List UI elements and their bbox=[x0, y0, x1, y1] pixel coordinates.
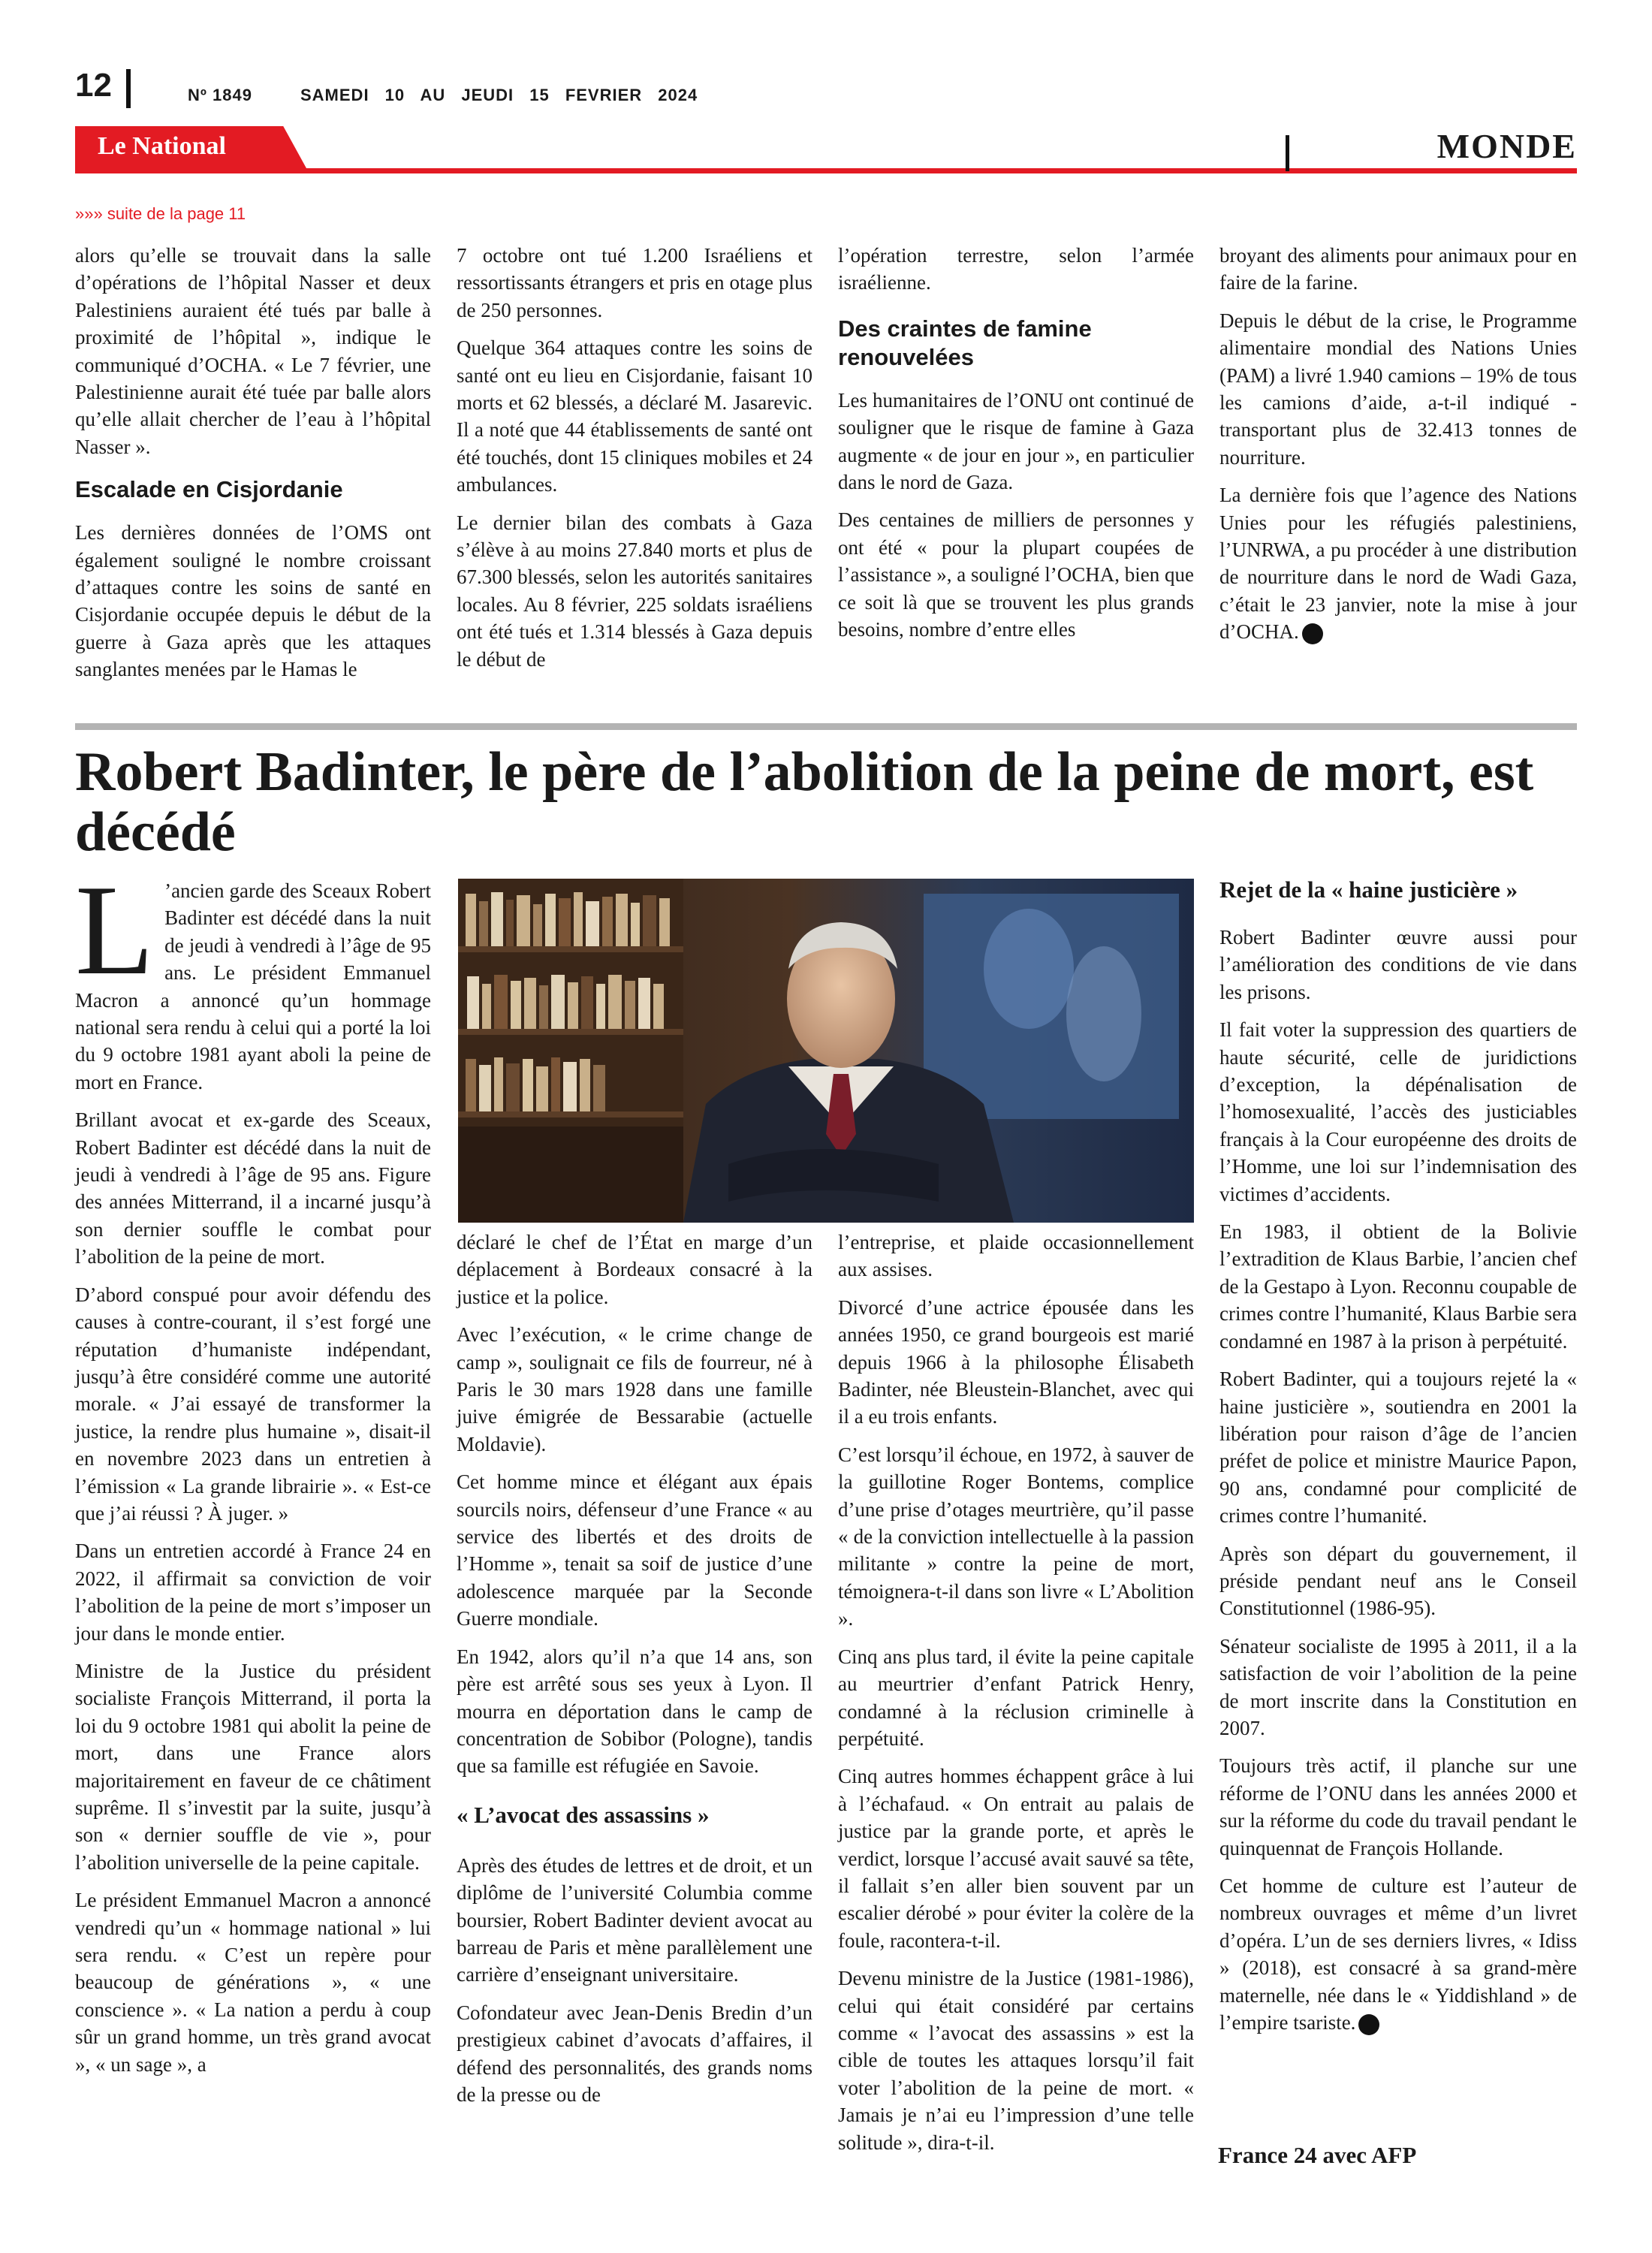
paragraph: Cinq ans plus tard, il évite la peine capitale au meurtrier d’enfant Patrick Henry, condamné à la réclusion criminelle à perpétuité. bbox=[838, 1645, 1194, 1750]
continued-from[interactable]: »»» suite de la page 11 bbox=[75, 204, 246, 223]
paragraph: Depuis le début de la crise, le Programme alimentaire mondial des Nations Unies (PAM) a livré 1.940 camions – 19% de tous les camions d’aide, a-t-il indiqué - transportant plus de 32.413 tonnes de nourriture. bbox=[1219, 309, 1577, 469]
page-number: 12 bbox=[75, 67, 112, 104]
paragraph bbox=[1219, 481, 1577, 645]
article-column-3 bbox=[838, 1229, 1194, 2167]
paragraph bbox=[1219, 1872, 1577, 2036]
paragraph: Après son départ du gouvernement, il préside pendant neuf ans le Conseil Constitutionnel (1986-95). bbox=[1219, 1542, 1577, 1620]
paragraph: Le président Emmanuel Macron a annoncé vendredi qu’un « hommage national » lui sera rendu. « C’est un repère pour beaucoup de générations », « une conscience ». « La nation a perdu à coup sûr un grand homme, un très grand avocat », « un sage », a bbox=[75, 1889, 431, 2076]
paragraph: D’abord conspué pour avoir défendu des causes à contre-courant, il s’est forgé une réputation d’humaniste indépendant, jusqu’à être considéré comme une autorité morale. « J’ai essayé de transformer la justice, la rendre plus humaine », disait-il en novembre 2023 dans un entretien à l’émission « La grande librairie ». « Est-ce que j’ai réussi ? À juger. » bbox=[75, 1283, 431, 1525]
brand-logo: Le National bbox=[98, 132, 226, 160]
paragraph: Devenu ministre de la Justice (1981-1986), celui qui était considéré par certains comme « l’avocat des assassins » est la cible de toutes les attaques lorsqu’il fait voter l’abolition de la peine de mort. « Jamais je n’ai eu l’impression d’une telle solitude », dira-t-il. bbox=[838, 1967, 1194, 2154]
paragraph: Ministre de la Justice du président socialiste François Mitterrand, il porta la loi du 9 octobre 1981 qui abolit la peine de mort, dans une France alors majoritairement en faveur de ce châtiment suprême. Il s’investit par la suite, jusqu’à son « dernier souffle de vie », pour l’abolition universelle de la peine capitale. bbox=[75, 1659, 431, 1874]
paragraph: Après des études de lettres et de droit, et un diplôme de l’université Columbia comme boursier, Robert Badinter devient avocat au barreau de Paris et mène parallèlement une carrière d’enseignant universitaire. bbox=[457, 1853, 812, 1986]
paragraph: Les dernières données de l’OMS ont également souligné le nombre croissant d’attaques contre les soins de santé en Cisjordanie occupée depuis le début de la guerre à Gaza après que les attaques sanglantes menées par le Hamas le bbox=[75, 521, 431, 681]
paragraph: Robert Badinter œuvre aussi pour l’amélioration des conditions de vie dans les prisons. bbox=[1219, 926, 1577, 1003]
subheading: Des craintes de famine renouvelées bbox=[838, 315, 1092, 370]
paragraph: Avec l’exécution, « le crime change de camp », soulignait ce fils de fourreur, né à Paris le 30 mars 1928 dans une famille juive émigrée de Bessarabie (actuelle Moldavie). bbox=[457, 1323, 812, 1455]
paragraph-text: La dernière fois que l’agence des Nations Unies pour les réfugiés palestiniens, l’UNRWA, a pu procéder à une distribution de nourriture dans le nord de Wadi Gaza, c’était le 23 janvier, note la mise à jour d’OCHA. bbox=[1219, 484, 1577, 644]
top-column-2 bbox=[457, 242, 812, 683]
paragraph: Cinq autres hommes échappent grâce à lui à l’échafaud. « On entrait au palais de justice par la grande porte, et après le verdict, lorsque l’accusé avait sauvé sa tête, il fallait s’en aller bien souvent par un escalier dérobé » pour éviter la colère de la foule, racontera-t-il. bbox=[838, 1765, 1194, 1952]
paragraph: Cet homme mince et élégant aux épais sourcils noirs, défenseur d’une France « au service des libertés et des droits de l’Homme », tenait sa soif de justice d’une adolescence marquée par la Seconde Guerre mondiale. bbox=[457, 1470, 812, 1630]
end-mark-icon bbox=[1358, 2014, 1379, 2035]
top-column-3 bbox=[838, 242, 1194, 653]
top-column-4 bbox=[1219, 242, 1577, 656]
paragraph: l’entreprise, et plaide occasionnellement aux assises. bbox=[838, 1231, 1194, 1281]
paragraph: Les humanitaires de l’ONU ont continué de souligner que le risque de famine à Gaza augmente « de jour en jour », en particulier dans le nord de Gaza. bbox=[838, 388, 1194, 494]
subheading: « L’avocat des assassins » bbox=[457, 1801, 710, 1828]
paragraph: alors qu’elle se trouvait dans la salle d’opérations de l’hôpital Nasser et deux Palestiniens auraient été tués par balle à proximité de l’hôpital », indique le communiqué d’OCHA. « Le 7 février, une Palestinienne aurait été tuée par balle alors qu’elle allait chercher de l’eau à l’hôpital Nasser ». bbox=[75, 244, 431, 458]
page-number-divider bbox=[126, 69, 131, 108]
paragraph: 7 octobre ont tué 1.200 Israéliens et ressortissants étrangers et pris en otage plus de 250 personnes. bbox=[457, 244, 812, 321]
drop-cap: L bbox=[75, 859, 155, 1002]
paragraph: C’est lorsqu’il échoue, en 1972, à sauver de la guillotine Roger Bontems, complice d’une prise d’otages meurtrière, qu’il passe « de la conviction intellectuelle à la passion militante » contre la peine de mort, témoignera-t-il dans son livre « L’Abolition ». bbox=[838, 1443, 1194, 1630]
top-column-1 bbox=[75, 242, 431, 694]
article-credit: France 24 avec AFP bbox=[1218, 2142, 1417, 2168]
lead-text: ’ancien garde des Sceaux Robert Badinter est décédé dans la nuit de jeudi à vendredi à l’âge de 95 ans. Le président Emmanuel Macron a annoncé qu’un hommage national sera rendu à celui qui a porté la loi du 9 octobre 1981 ayant aboli la peine de mort en France. bbox=[75, 879, 431, 1093]
article-separator bbox=[75, 723, 1577, 730]
paragraph-text: Cet homme de culture est l’auteur de nombreux ouvrages et même d’un livret d’opéra. L’un de ses derniers livres, « Idiss » (2018), est consacré à sa grand-mère maternelle, née dans le « Yiddishland » de l’empire tsariste. bbox=[1219, 1874, 1577, 2034]
issue-number: Nº 1849 bbox=[188, 86, 252, 104]
paragraph: l’opération terrestre, selon l’armée israélienne. bbox=[838, 244, 1194, 294]
paragraph: Divorcé d’une actrice épousée dans les années 1950, ce grand bourgeois est marié depuis 1966 à la philosophe Élisabeth Badinter, née Bleustein-Blanchet, avec qui il a eu trois enfants. bbox=[838, 1295, 1194, 1428]
end-mark-icon bbox=[1302, 623, 1323, 644]
paragraph: Dans un entretien accordé à France 24 en 2022, il affirmait sa conviction de voir l’abolition de la peine de mort s’imposer un jour dans le monde entier. bbox=[75, 1540, 431, 1645]
paragraph: Le dernier bilan des combats à Gaza s’élève à au moins 27.840 morts et plus de 67.300 blessés, selon les autorités sanitaires locales. Au 8 février, 225 soldats israéliens ont été tués et 1.314 blessés à Gaza depuis le début de bbox=[457, 511, 812, 671]
subheading: Escalade en Cisjordanie bbox=[75, 476, 343, 503]
paragraph: Toujours très actif, il planche sur une réforme de l’ONU dans les années 2000 et sur la réforme du code du travail pendant le quinquennat de François Hollande. bbox=[1219, 1754, 1577, 1859]
paragraph: Cofondateur avec Jean-Denis Bredin d’un prestigieux cabinet d’avocats d’affaires, il défend des personnalités, des grands noms de la presse ou de bbox=[457, 2001, 812, 2106]
paragraph: Sénateur socialiste de 1995 à 2011, il a la satisfaction de voir l’abolition de la peine de mort inscrite dans la Constitution en 2007. bbox=[1219, 1634, 1577, 1739]
article-column-1 bbox=[75, 859, 431, 2089]
article-column-2 bbox=[457, 1229, 812, 2119]
paragraph: déclaré le chef de l’État en marge d’un déplacement à Bordeaux consacré à la justice et la police. bbox=[457, 1231, 812, 1308]
portrait-photo bbox=[458, 879, 1194, 1223]
paragraph: Robert Badinter, qui a toujours rejeté la « haine justicière », soutiendra en 2001 la libération pour raison d’âge de l’ancien préfet de police et ministre Maurice Papon, 90 ans, condamné pour complicité de crimes contre l’humanité. bbox=[1219, 1368, 1577, 1528]
paragraph: Des centaines de milliers de personnes y ont été « pour la plupart coupées de l’assistance », a souligné l’OCHA, bien que ce soit là que se trouvent les plus grands besoins, nombre d’entre elles bbox=[838, 508, 1194, 641]
portrait-photo-icon bbox=[458, 879, 1194, 1223]
header-rule bbox=[75, 168, 1577, 173]
paragraph: Il fait voter la suppression des quartiers de haute sécurité, celle de juridictions d’exception, la dépénalisation de l’homosexualité, l’accès des justiciables français à la Cour européenne des droits de l’Homme, une loi sur l’indemnisation des victimes d’accidents. bbox=[1219, 1018, 1577, 1205]
section-title: MONDE bbox=[1436, 127, 1577, 165]
subheading: Rejet de la « haine justicière » bbox=[1219, 876, 1518, 903]
article-headline: Robert Badinter, le père de l’abolition de la peine de mort, est décédé bbox=[75, 741, 1534, 863]
paragraph: Quelque 364 attaques contre les soins de santé ont eu lieu en Cisjordanie, faisant 10 morts et 62 blessés, a déclaré M. Jasarevic. Il a noté que 44 établissements de santé ont été touchés, dont 15 cliniques mobiles et 24 ambulances. bbox=[457, 336, 812, 496]
paragraph: En 1983, il obtient de la Bolivie l’extradition de Klaus Barbie, l’ancien chef de la Gestapo à Lyon. Reconnu coupable de crimes contre l’humanité, Klaus Barbie sera condamné en 1987 à la prison à perpétuité. bbox=[1219, 1220, 1577, 1353]
issue-date: SAMEDI 10 AU JEUDI 15 FEVRIER 2024 bbox=[300, 86, 698, 104]
lead-paragraph bbox=[75, 859, 431, 1096]
article-column-4 bbox=[1219, 871, 1577, 2046]
paragraph: broyant des aliments pour animaux pour en faire de la farine. bbox=[1219, 244, 1577, 294]
paragraph: Brillant avocat et ex-garde des Sceaux, Robert Badinter est décédé dans la nuit de jeudi à vendredi à l’âge de 95 ans. Figure des années Mitterrand, il a incarné jusqu’à son dernier souffle le combat pour l’abolition de la peine de mort. bbox=[75, 1108, 431, 1268]
paragraph: En 1942, alors qu’il n’a que 14 ans, son père est arrêté sous ses yeux à Lyon. Il mourra en déportation dans le camp de concentration de Sobibor (Pologne), tandis que sa famille est réfugiée en Savoie. bbox=[457, 1645, 812, 1778]
section-divider bbox=[1286, 135, 1289, 171]
